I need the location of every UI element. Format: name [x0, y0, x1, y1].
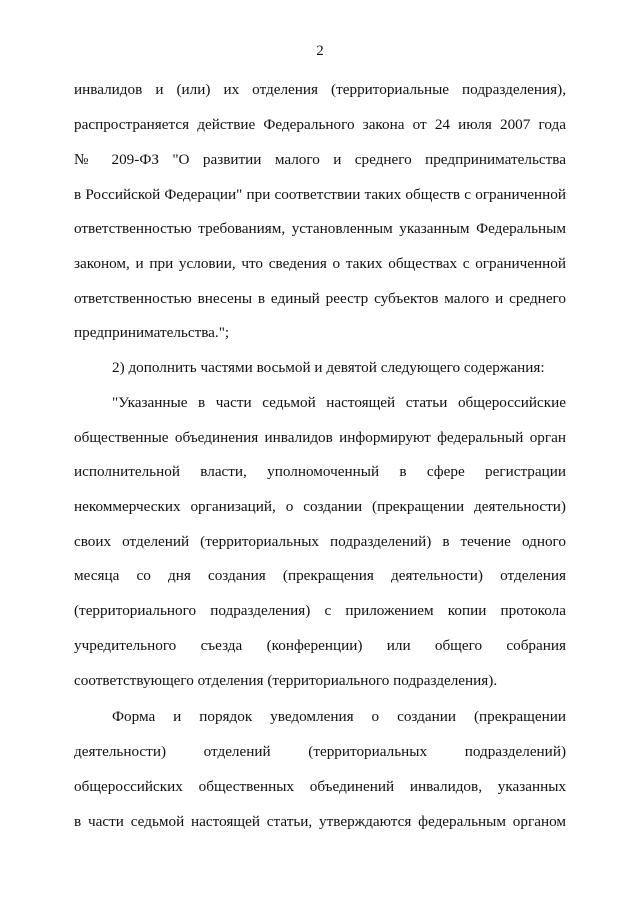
text-line: предпринимательства.";	[74, 324, 230, 341]
text-line: общественные объединения инвалидов информируют федеральный орган	[74, 429, 566, 446]
text-line: некоммерческих организаций, о создании (прекращении деятельности)	[74, 498, 566, 515]
text-line: своих отделений (территориальных подразделений) в течение одного	[74, 533, 566, 550]
text-line: учредительного съезда (конференции) или общего собрания	[74, 637, 566, 654]
list-item-2: 2) дополнить частями восьмой и девятой следующего содержания:	[112, 359, 545, 376]
text-line: инвалидов и (или) их отделения (территориальные подразделения),	[74, 81, 566, 98]
text-line: ответственностью внесены в единый реестр субъектов малого и среднего	[74, 290, 566, 307]
text-line: в Российской Федерации" при соответствии таких обществ с ограниченной	[74, 186, 566, 203]
text-line: законом, и при условии, что сведения о таких обществах с ограниченной	[74, 255, 566, 272]
text-line: деятельности) отделений (территориальных подразделений)	[74, 743, 566, 760]
text-line: месяца со дня создания (прекращения деятельности) отделения	[74, 567, 566, 584]
page-number: 2	[316, 43, 324, 59]
text-line: в части седьмой настоящей статьи, утверждаются федеральным органом	[74, 813, 566, 830]
text-line: исполнительной власти, уполномоченный в сфере регистрации	[74, 463, 566, 480]
text-line: № 209-ФЗ "О развитии малого и среднего предпринимательства	[74, 151, 566, 168]
text-line: общероссийских общественных объединений инвалидов, указанных	[74, 778, 566, 795]
text-line: ответственностью требованиям, установленным указанным Федеральным	[74, 220, 566, 237]
text-line: "Указанные в части седьмой настоящей статьи общероссийские	[112, 394, 566, 411]
text-line: соответствующего отделения (территориального подразделения).	[74, 672, 498, 689]
text-line: (территориального подразделения) с приложением копии протокола	[74, 602, 566, 619]
text-line: Форма и порядок уведомления о создании (прекращении	[112, 708, 566, 725]
text-line: распространяется действие Федерального закона от 24 июля 2007 года	[74, 116, 566, 133]
